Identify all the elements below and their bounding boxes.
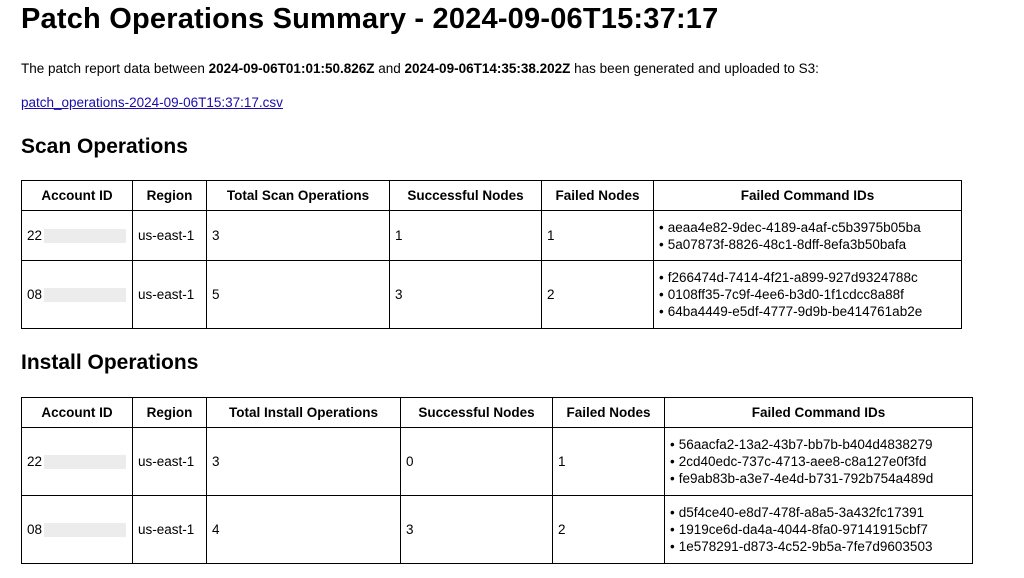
intro-prefix: The patch report data between	[21, 61, 209, 76]
account-id-cell	[22, 428, 133, 496]
successful-nodes-cell: 1	[390, 211, 542, 261]
scan-operations-table	[21, 180, 962, 329]
region-cell: us-east-1	[133, 211, 207, 261]
redacted-block	[44, 455, 126, 469]
failed-command-id: • 64ba4449-e5df-4777-9d9b-be414761ab2e	[659, 303, 956, 320]
failed-command-ids-cell	[665, 496, 973, 564]
column-header: Region	[133, 181, 207, 211]
successful-nodes-cell: 0	[401, 428, 553, 496]
account-id: 22	[27, 454, 43, 469]
account-id-cell	[22, 496, 133, 564]
redacted-block	[44, 288, 126, 302]
failed-command-id-list	[670, 500, 967, 559]
intro-start-time: 2024-09-06T01:01:50.826Z	[208, 61, 375, 76]
redacted-block	[44, 229, 126, 243]
region-cell: us-east-1	[133, 261, 207, 329]
column-header: Failed Command IDs	[654, 181, 962, 211]
total-operations-cell: 5	[207, 261, 390, 329]
failed-command-id: • 1e578291-d873-4c52-9b5a-7fe7d9603503	[670, 538, 967, 555]
failed-nodes-cell: 2	[542, 261, 654, 329]
successful-nodes-cell: 3	[401, 496, 553, 564]
failed-command-id-list	[659, 265, 956, 324]
column-header: Failed Nodes	[553, 398, 665, 428]
failed-command-id: • f266474d-7414-4f21-a899-927d9324788c	[659, 269, 956, 286]
table-row	[22, 496, 973, 564]
total-operations-cell: 3	[207, 211, 390, 261]
table-row	[22, 261, 962, 329]
failed-command-id: • 5a07873f-8826-48c1-8dff-8efa3b50bafa	[659, 236, 956, 253]
account-id: 08	[27, 287, 43, 302]
failed-command-id-list	[670, 432, 967, 491]
region-cell: us-east-1	[133, 428, 207, 496]
region-cell: us-east-1	[133, 496, 207, 564]
failed-nodes-cell: 1	[553, 428, 665, 496]
column-header: Total Install Operations	[207, 398, 401, 428]
failed-command-ids-cell	[665, 428, 973, 496]
account-id: 22	[27, 228, 43, 243]
account-id-cell	[22, 211, 133, 261]
failed-command-id: • 56aacfa2-13a2-43b7-bb7b-b404d4838279	[670, 436, 967, 453]
column-header: Failed Nodes	[542, 181, 654, 211]
failed-command-id: • 0108ff35-7c9f-4ee6-b3d0-1f1cdcc8a88f	[659, 286, 956, 303]
failed-nodes-cell: 1	[542, 211, 654, 261]
failed-command-id: • d5f4ce40-e8d7-478f-a8a5-3a432fc17391	[670, 504, 967, 521]
intro-middle: and	[374, 61, 405, 76]
total-operations-cell: 4	[207, 496, 401, 564]
column-header: Region	[133, 398, 207, 428]
page-title: Patch Operations Summary - 2024-09-06T15:37:17	[21, 3, 719, 35]
failed-command-ids-cell	[654, 211, 962, 261]
table-header-row	[22, 398, 973, 428]
install-operations-heading: Install Operations	[21, 351, 199, 374]
table-row	[22, 211, 962, 261]
intro-end-time: 2024-09-06T14:35:38.202Z	[404, 61, 571, 76]
failed-command-id: • 1919ce6d-da4a-4044-8fa0-97141915cbf7	[670, 521, 967, 538]
failed-command-id-list	[659, 215, 956, 257]
column-header: Successful Nodes	[390, 181, 542, 211]
failed-command-id: • fe9ab83b-a3e7-4e4d-b731-792b754a489d	[670, 470, 967, 487]
redacted-block	[44, 523, 126, 537]
table-row	[22, 428, 973, 496]
successful-nodes-cell: 3	[390, 261, 542, 329]
column-header: Failed Command IDs	[665, 398, 973, 428]
failed-command-id: • 2cd40edc-737c-4713-aee8-c8a127e0f3fd	[670, 453, 967, 470]
csv-download-link[interactable]: patch_operations-2024-09-06T15:37:17.csv	[21, 95, 283, 110]
column-header: Total Scan Operations	[207, 181, 390, 211]
intro-text	[21, 61, 819, 76]
account-id: 08	[27, 522, 43, 537]
failed-nodes-cell: 2	[553, 496, 665, 564]
install-operations-table	[21, 397, 973, 564]
failed-command-ids-cell	[654, 261, 962, 329]
intro-suffix: has been generated and uploaded to S3:	[570, 61, 819, 76]
failed-command-id: • aeaa4e82-9dec-4189-a4af-c5b3975b05ba	[659, 219, 956, 236]
account-id-cell	[22, 261, 133, 329]
total-operations-cell: 3	[207, 428, 401, 496]
scan-operations-heading: Scan Operations	[21, 135, 188, 158]
column-header: Account ID	[22, 398, 133, 428]
table-header-row	[22, 181, 962, 211]
column-header: Successful Nodes	[401, 398, 553, 428]
column-header: Account ID	[22, 181, 133, 211]
